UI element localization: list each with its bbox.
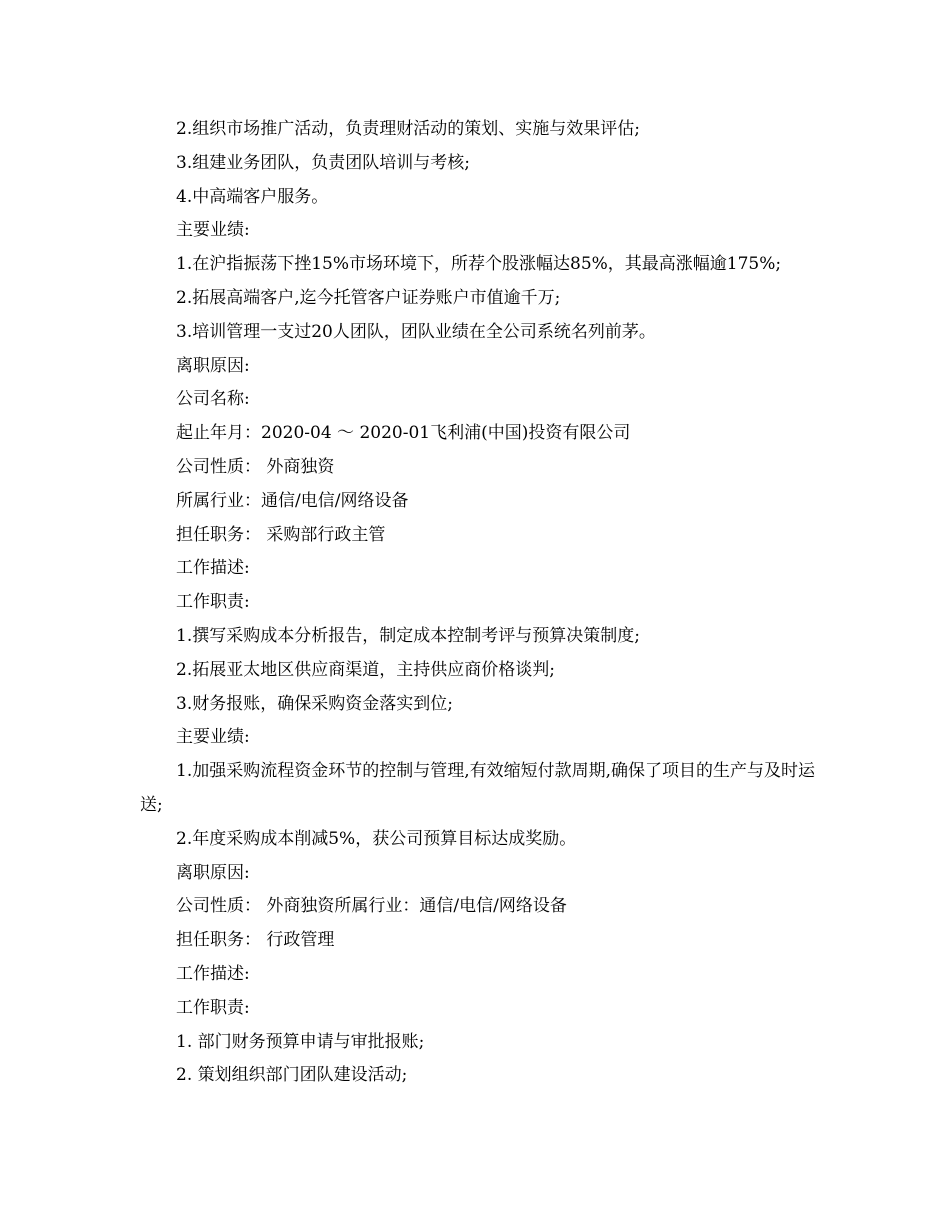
- section-heading: 主要业绩:: [176, 727, 250, 748]
- text-line: 2.拓展亚太地区供应商渠道，主持供应商价格谈判;: [176, 659, 555, 680]
- field-label: 工作描述:: [176, 963, 250, 984]
- text-line: 所属行业：通信/电信/网络设备: [176, 490, 409, 511]
- text-line: 3.财务报账，确保采购资金落实到位;: [176, 693, 453, 714]
- text-line: 担任职务： 行政管理: [176, 930, 335, 951]
- text-line: 1. 部门财务预算申请与审批报账;: [176, 1031, 425, 1052]
- text-line: 担任职务： 采购部行政主管: [176, 524, 386, 545]
- text-line: 2.拓展高端客户,迄今托管客户证券账户市值逾千万;: [176, 287, 561, 308]
- text-line: 公司性质： 外商独资所属行业：通信/电信/网络设备: [176, 896, 567, 917]
- field-label: 工作职责:: [176, 997, 250, 1018]
- text-line: 2.组织市场推广活动，负责理财活动的策划、实施与效果评估;: [176, 119, 640, 139]
- field-label: 离职原因:: [176, 862, 250, 883]
- field-label: 公司名称:: [176, 389, 250, 410]
- text-line: 公司性质： 外商独资: [176, 456, 335, 477]
- text-line: 3.组建业务团队，负责团队培训与考核;: [176, 152, 470, 173]
- field-label: 离职原因:: [176, 355, 250, 376]
- text-line: 1.在沪指振荡下挫15%市场环境下，所荐个股涨幅达85%，其最高涨幅逾175%;: [176, 254, 782, 275]
- text-line: 2. 策划组织部门团队建设活动;: [176, 1065, 408, 1086]
- text-line: 2.年度采购成本削减5%，获公司预算目标达成奖励。: [176, 828, 577, 849]
- text-line: 1.撰写采购成本分析报告，制定成本控制考评与预算决策制度;: [176, 625, 640, 646]
- text-line: 1.加强采购流程资金环节的控制与管理,有效缩短付款周期,确保了项目的生产与及时运送;: [140, 761, 816, 815]
- field-label: 工作职责:: [176, 592, 250, 613]
- document-body: [140, 113, 830, 1093]
- text-line: 4.中高端客户服务。: [176, 186, 329, 207]
- section-heading: 主要业绩:: [176, 220, 250, 241]
- text-line: 起止年月：2020-04 ～ 2020-01飞利浦(中国)投资有限公司: [176, 423, 631, 444]
- text-line: 3.培训管理一支过20人团队，团队业绩在全公司系统名列前茅。: [176, 321, 656, 342]
- field-label: 工作描述:: [176, 558, 250, 579]
